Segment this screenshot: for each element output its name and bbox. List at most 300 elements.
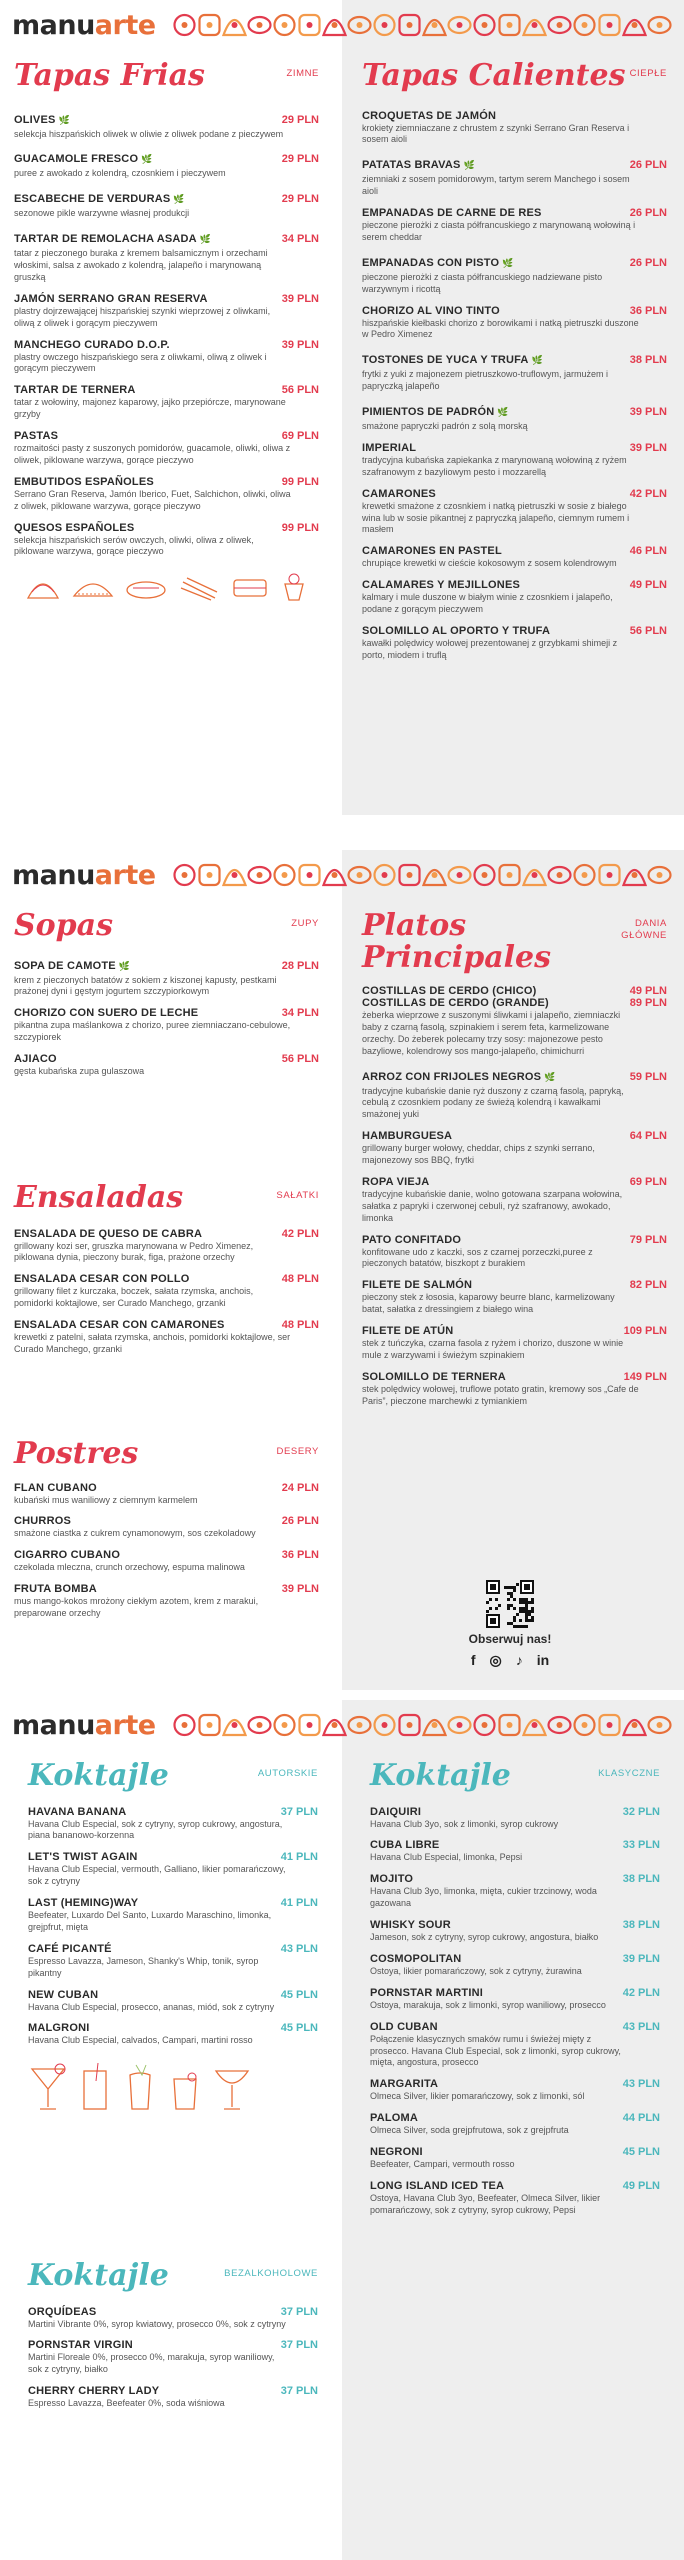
pattern-dot <box>507 22 513 28</box>
pattern-dot <box>282 872 288 878</box>
menu-item <box>28 2385 318 2410</box>
item-price: 36 PLN <box>281 1549 319 1562</box>
item-name: WHISKY SOUR <box>370 1919 451 1931</box>
menu-item <box>28 1989 318 2014</box>
item-description: smażone papryczki padrón z solą morską <box>362 421 528 431</box>
item-description: Beefeater, Luxardo Del Santo, Luxardo Maraschino, limonka, grejpfrut, mięta <box>28 1910 272 1932</box>
section-tag: ZIMNE <box>286 68 319 79</box>
item-description: smażone ciastka z cukrem cynamonowym, sos czekoladowy <box>14 1528 256 1539</box>
cocktail-illustrations <box>28 2061 318 2113</box>
pattern-dot <box>507 872 513 878</box>
item-name: GUACAMOLE FRESCO <box>14 153 139 166</box>
menu-item <box>370 1839 660 1864</box>
section-title: Ensaladas <box>14 1180 184 1215</box>
decorative-pattern-band <box>172 861 672 889</box>
item-description: tradycyjne kubańskie danie, wolno gotowana szarpana wołowina, sałatka z papryki i czerwonej cebuli, ryż szafranowy, awokado, limonka <box>362 1188 623 1223</box>
item-description: konfitowane udo z kaczki, sos z czarnej porzeczki,puree z pieczonych batatów, biszkopt z burakiem <box>362 1246 593 1269</box>
pattern-dot <box>357 872 363 878</box>
menu-item <box>14 1007 319 1044</box>
menu-item <box>370 1987 660 2012</box>
menu-item <box>370 2021 660 2070</box>
item-list <box>14 110 319 559</box>
section-title: Koktajle <box>28 2258 169 2293</box>
item-price: 28 PLN <box>281 959 319 972</box>
item-price: 42 PLN <box>281 1227 319 1240</box>
item-description: Ostoya, likier pomarańczowy, sok z cytryny, żurawina <box>370 1965 582 1976</box>
qr-code[interactable] <box>486 1580 534 1628</box>
item-price: 32 PLN <box>622 1805 660 1818</box>
item-price: 37 PLN <box>280 2385 318 2398</box>
item-price: 45 PLN <box>622 2146 660 2158</box>
item-name: ROPA VIEJA <box>362 1175 430 1188</box>
pattern-dot <box>332 1722 338 1728</box>
pattern-dot <box>607 872 613 878</box>
item-list <box>14 956 319 1078</box>
item-price: 69 PLN <box>629 1175 667 1188</box>
item-name: SOLOMILLO DE TERNERA <box>362 1370 506 1383</box>
linkedin-icon[interactable]: in <box>536 1652 550 1668</box>
section-tag: ZUPY <box>291 918 319 929</box>
highball-glass-icon <box>78 2061 112 2113</box>
fries-icon <box>177 572 221 602</box>
item-list <box>14 1228 319 1356</box>
section-tapas-calientes <box>362 60 667 671</box>
item-name: NEGRONI <box>370 2146 423 2158</box>
menu-item <box>14 1549 319 1574</box>
menu-page-tapas <box>0 0 684 815</box>
item-price: 24 PLN <box>281 1481 319 1494</box>
item-price: 37 PLN <box>280 2339 318 2352</box>
item-description: krewetki smażone z czosnkiem i natką pietruszki w sosie z białego wina lub w sosie pikantnej z papryczką jalapeño, ciemnym rumem i masłem <box>362 500 630 535</box>
item-price: 48 PLN <box>281 1273 319 1286</box>
decorative-pattern-band <box>172 1711 672 1739</box>
pattern-dot <box>557 1722 563 1728</box>
item-name: ARROZ CON FRIJOLES NEGROS <box>362 1070 542 1083</box>
item-name: PALOMA <box>370 2112 419 2125</box>
menu-item <box>370 1953 660 1978</box>
item-name: OLD CUBAN <box>370 2020 438 2033</box>
pattern-dot <box>407 1722 413 1728</box>
brand-logo: manuarte <box>12 1710 156 1741</box>
item-description: chrupiące krewetki w cieście kokosowym z sosem kolendrowym <box>362 558 617 569</box>
menu-item <box>362 305 667 342</box>
page-header <box>0 858 684 892</box>
section-koktajle-bezalkoholowe <box>28 2260 318 2419</box>
item-name: LET'S TWIST AGAIN <box>28 1851 138 1864</box>
menu-item <box>362 1176 667 1225</box>
item-name: SOPA DE CAMOTE <box>14 959 116 972</box>
menu-item <box>28 1943 318 1980</box>
menu-item <box>362 985 667 1058</box>
item-name: CHERRY CHERRY LADY <box>28 2385 160 2398</box>
item-description: gęsta kubańska zupa gulaszowa <box>14 1066 145 1076</box>
pattern-dot <box>382 1722 388 1728</box>
pattern-dot <box>232 1722 238 1728</box>
item-price: 56 PLN <box>281 1053 319 1065</box>
menu-item <box>362 350 667 393</box>
vegetarian-leaf-icon: 🌿 <box>497 407 509 417</box>
item-price: 26 PLN <box>281 1515 319 1528</box>
item-name: EMBUTIDOS ESPAÑOLES <box>14 475 154 488</box>
item-list <box>362 985 667 1408</box>
item-name: LAST (HEMING)WAY <box>28 1897 139 1909</box>
menu-item <box>14 339 319 376</box>
section-tag: DESERY <box>276 1446 319 1457</box>
section-koktajle-autorskie <box>28 1760 318 2113</box>
item-description: czekolada mleczna, crunch orzechowy, espuma malinowa <box>14 1562 245 1573</box>
item-name: JAMÓN SERRANO GRAN RESERVA <box>14 292 208 305</box>
menu-item <box>370 2146 660 2171</box>
menu-item <box>14 1228 319 1265</box>
item-description: Havana Club 3yo, limonka, mięta, cukier trzcinowy, woda gazowana <box>370 1886 597 1909</box>
item-price: 41 PLN <box>280 1897 318 1909</box>
item-description: Havana Club Especial, limonka, Pepsi <box>370 1852 523 1863</box>
item-description: plastry dojrzewającej hiszpańskiej szynki wieprzowej z oliwkami, oliwą z oliwek i gorącym pieczywem <box>14 305 271 328</box>
tiktok-icon[interactable]: ♪ <box>515 1652 523 1668</box>
menu-item <box>28 2306 318 2331</box>
pattern-dot <box>282 1722 288 1728</box>
pattern-dot <box>657 872 663 878</box>
item-price: 109 PLN <box>623 1325 667 1337</box>
item-description: Połączenie klasycznych smaków rumu i świeżej mięty z prosecco. Havana Club Especial, sok z limonki, syrop cukrowy, mięta, angostura, prosecco <box>370 2033 621 2068</box>
item-description: puree z awokado z kolendrą, czosnkiem i pieczywem <box>14 168 226 179</box>
vegetarian-leaf-icon: 🌿 <box>531 355 543 366</box>
menu-item <box>14 384 319 421</box>
item-name: COSTILLAS DE CERDO (GRANDE) <box>362 997 549 1009</box>
pattern-dot <box>432 872 438 878</box>
item-name: ORQUÍDEAS <box>28 2305 97 2318</box>
menu-item <box>28 2339 318 2376</box>
pattern-dot <box>457 1722 463 1728</box>
pattern-dot <box>557 22 563 28</box>
pattern-dot <box>257 872 263 878</box>
pattern-dot <box>332 872 338 878</box>
item-description: pieczone pierożki z ciasta półfrancuskiego z marynowaną wołowiną i serem cheddar <box>362 220 636 242</box>
pattern-dot <box>657 22 663 28</box>
menu-item <box>362 1234 667 1271</box>
item-description: kalmary i mule duszone w białym winie z czosnkiem i jalapeño, podane z gorącym pieczywem <box>362 592 613 614</box>
section-tag: DANIA GŁÓWNE <box>621 918 667 942</box>
pattern-dot <box>207 1722 213 1728</box>
item-price: 38 PLN <box>622 1919 660 1931</box>
social-icons <box>440 1652 580 1669</box>
food-illustrations <box>14 572 319 602</box>
item-name: ENSALADA DE QUESO DE CABRA <box>14 1227 203 1240</box>
item-price: 49 PLN <box>622 2179 660 2192</box>
item-description: grillowany kozi ser, gruszka marynowana w Pedro Ximenez, piklowana dynia, pieczony burak, figa, prażone orzechy <box>14 1240 254 1263</box>
item-price: 37 PLN <box>280 2305 318 2318</box>
page-header <box>0 8 684 42</box>
section-title-line-1: Platos <box>362 908 467 943</box>
item-price: 99 PLN <box>281 521 319 534</box>
item-list <box>370 1806 660 2217</box>
margarita-glass-icon <box>28 2061 68 2113</box>
menu-item <box>362 155 667 198</box>
item-name: PATO CONFITADO <box>362 1233 462 1246</box>
item-description: krokiety ziemniaczane z chrustem z szynki Serrano Gran Reserva i sosem aioli <box>362 122 630 145</box>
item-name: FLAN CUBANO <box>14 1481 97 1494</box>
pattern-dot <box>632 1722 638 1728</box>
item-description: Espresso Lavazza, Jameson, Shanky's Whip, tonik, syrop pikantny <box>28 1955 259 1978</box>
menu-item <box>362 207 667 244</box>
brand-logo: manuarte <box>12 10 156 41</box>
item-name: CAMARONES <box>362 487 436 500</box>
item-price: 49 PLN <box>629 579 667 592</box>
item-description: stek polędwicy wołowej, truflowe potato gratin, kremowy sos „Cafe de Paris”, pieczone marchewki z tymiankiem <box>362 1383 639 1406</box>
pattern-dot <box>632 22 638 28</box>
item-name: FILETE DE SALMÓN <box>362 1279 473 1292</box>
section-tag: BEZALKOHOLOWE <box>224 2268 318 2279</box>
menu-item <box>14 430 319 467</box>
section-title: Tapas Frias <box>14 58 205 93</box>
item-description: sezonowe pikle warzywne własnej produkcji <box>14 208 190 219</box>
pattern-dot <box>357 22 363 28</box>
social-block <box>440 1580 580 1669</box>
item-description: selekcja hiszpańskich serów owczych, oliwki, oliwa z oliwek, piklowane warzywa, gorące pieczywo <box>14 534 254 557</box>
section-sopas <box>14 910 319 1087</box>
item-description: pieczone pierożki z ciasta półfrancuskiego nadziewane pisto warzywnym i ricottą <box>362 271 603 294</box>
item-description: ziemniaki z sosem pomidorowym, tartym serem Manchego i sosem aioli <box>362 174 630 197</box>
section-tag: CIEPŁE <box>629 68 667 79</box>
item-price: 44 PLN <box>622 2112 660 2125</box>
pattern-dot <box>207 872 213 878</box>
item-description: tatar z wołowiny, majonez kaparowy, jajko przepiórcze, marynowane grzyby <box>14 397 286 420</box>
item-name: COSTILLAS DE CERDO (CHICO) <box>362 985 537 997</box>
item-name: IMPERIAL <box>362 441 417 454</box>
item-price: 48 PLN <box>281 1319 319 1331</box>
item-price: 39 PLN <box>281 338 319 351</box>
pattern-dot <box>357 1722 363 1728</box>
pattern-dot <box>407 22 413 28</box>
pattern-dot <box>482 1722 488 1728</box>
item-name: COSMOPOLITAN <box>370 1952 462 1965</box>
item-name: SOLOMILLO AL OPORTO Y TRUFA <box>362 624 551 637</box>
menu-page-cocktails <box>0 1700 684 2560</box>
item-price: 26 PLN <box>629 159 667 172</box>
item-name: OLIVES <box>14 113 56 126</box>
pattern-dot <box>457 22 463 28</box>
item-name: MALGRONI <box>28 2022 90 2035</box>
menu-item <box>370 1873 660 1910</box>
item-price: 43 PLN <box>280 1942 318 1955</box>
page-header <box>0 1708 684 1742</box>
pattern-dot <box>482 872 488 878</box>
item-name: TARTAR DE TERNERA <box>14 384 136 397</box>
menu-item <box>14 522 319 559</box>
menu-item <box>14 1482 319 1507</box>
item-description: Espresso Lavazza, Beefeater 0%, soda wiśniowa <box>28 2398 225 2409</box>
menu-item <box>362 1067 667 1122</box>
item-description: Ostoya, marakuja, sok z limonki, syrop waniliowy, prosecco <box>370 1999 606 2010</box>
item-price: 64 PLN <box>629 1130 667 1143</box>
item-name: NEW CUBAN <box>28 1988 99 2001</box>
item-name: CHURROS <box>14 1515 72 1528</box>
item-list <box>14 1482 319 1620</box>
pattern-dot <box>432 1722 438 1728</box>
item-name: CAMARONES EN PASTEL <box>362 545 502 558</box>
item-description: Martini Floreale 0%, prosecco 0%, marakuja, syrop waniliowy, sok z cytryny, białko <box>28 2352 275 2375</box>
item-price: 34 PLN <box>281 1007 319 1020</box>
item-price: 56 PLN <box>629 624 667 637</box>
item-description: frytki z yuki z majonezem pietruszkowo-truflowym, jarmużem i papryczką jalapeño <box>362 369 609 392</box>
item-price: 45 PLN <box>280 1988 318 2001</box>
item-description: Martini Vibrante 0%, syrop kwiatowy, prosecco 0%, sok z cytryny <box>28 2318 286 2329</box>
coupe-glass-icon <box>212 2061 252 2113</box>
item-price: 26 PLN <box>629 207 667 219</box>
item-price: 34 PLN <box>281 233 319 246</box>
item-price: 56 PLN <box>281 384 319 397</box>
vegetarian-leaf-icon: 🌿 <box>173 194 185 205</box>
item-price: 42 PLN <box>622 1986 660 1999</box>
item-list <box>362 110 667 662</box>
menu-item <box>362 1325 667 1362</box>
item-name: QUESOS ESPAÑOLES <box>14 521 135 534</box>
menu-item <box>362 110 667 147</box>
item-description: Havana Club Especial, sok z cytryny, syrop cukrowy, angostura, piana bananowo-korzenna <box>28 1818 283 1841</box>
item-price: 39 PLN <box>629 441 667 454</box>
pattern-dot <box>582 22 588 28</box>
menu-item <box>14 293 319 330</box>
menu-item <box>28 1851 318 1888</box>
pattern-dot <box>257 22 263 28</box>
item-description: grillowany burger wołowy, cheddar, chips z szynki serrano, majonezowy sos BBQ, frytki <box>362 1143 595 1165</box>
section-platos-principales <box>362 910 667 1417</box>
item-description: tatar z pieczonego buraka z kremem balsamicznym i orzechami włoskimi, salsa z awokado z kolendrą, jalapeño i marynowaną gruszką <box>14 248 268 282</box>
item-price: 29 PLN <box>281 193 319 206</box>
menu-item <box>28 1806 318 1843</box>
menu-item <box>14 476 319 513</box>
menu-item <box>362 442 667 479</box>
item-name: CAFÉ PICANTÉ <box>28 1942 112 1955</box>
item-name: AJIACO <box>14 1053 57 1065</box>
item-name: PIMIENTOS DE PADRÓN <box>362 406 495 418</box>
item-description: tradycyjne kubańskie danie ryż duszony z czarną fasolą, papryką, cebulą z czosnkiem podany ze świeżą kolendrą i kawałkami smażonej yuki <box>362 1085 624 1120</box>
vegetarian-leaf-icon: 🌿 <box>199 234 212 245</box>
menu-item <box>14 149 319 180</box>
item-name: CHORIZO AL VINO TINTO <box>362 304 500 317</box>
item-description: Olmeca Silver, likier pomarańczowy, sok z limonki, sól <box>370 2091 585 2102</box>
section-title: Sopas <box>14 908 113 943</box>
item-name: EMPANADAS DE CARNE DE RES <box>362 207 542 219</box>
menu-item <box>370 2078 660 2103</box>
item-price: 46 PLN <box>629 545 667 558</box>
section-title: Postres <box>14 1436 139 1471</box>
menu-item <box>14 189 319 220</box>
item-name: MARGARITA <box>370 2078 439 2091</box>
item-price: 29 PLN <box>281 113 319 126</box>
item-price: 39 PLN <box>629 406 667 418</box>
item-name: ENSALADA CESAR CON CAMARONES <box>14 1319 225 1331</box>
item-name: MOJITO <box>370 1873 414 1886</box>
item-description: krem z pieczonych batatów z sokiem z kiszonej kapusty, pestkami prażonej dyni i gęstym jogurtem szczypiorkowym <box>14 974 277 997</box>
pattern-dot <box>532 1722 538 1728</box>
section-koktajle-klasyczne <box>370 1760 660 2226</box>
item-description: Havana Club Especial, prosecco, ananas, miód, sok z cytryny <box>28 2001 275 2012</box>
item-price: 149 PLN <box>623 1370 667 1383</box>
pattern-dot <box>632 872 638 878</box>
item-description: Havana Club Especial, vermouth, Galliano, likier pomarańczowy, sok z cytryny <box>28 1864 286 1887</box>
section-tag: KLASYCZNE <box>598 1768 660 1779</box>
item-name: ENSALADA CESAR CON POLLO <box>14 1273 190 1286</box>
menu-item <box>370 1919 660 1944</box>
item-description: kawałki polędwicy wołowej prezentowanej z grzybkami shimeji z porto, miodem i truflą <box>362 637 618 660</box>
dessert-icon <box>279 572 309 602</box>
facebook-icon[interactable]: f <box>470 1652 476 1668</box>
menu-item <box>14 229 319 284</box>
section-tapas-frias <box>14 60 319 602</box>
pattern-dot <box>182 22 188 28</box>
item-name: CIGARRO CUBANO <box>14 1549 121 1562</box>
menu-item <box>14 110 319 141</box>
item-description: Olmeca Silver, soda grejpfrutowa, sok z grejpfruta <box>370 2125 569 2136</box>
item-name: PORNSTAR VIRGIN <box>28 2339 133 2352</box>
item-description: stek z tuńczyka, czarna fasola z ryżem i chorizo, duszone w winie mule z warzywami i świeżym szpinakiem <box>362 1338 624 1360</box>
menu-item <box>362 1130 667 1167</box>
vegetarian-leaf-icon: 🌿 <box>544 1071 556 1082</box>
pattern-dot <box>432 22 438 28</box>
pattern-dot <box>382 872 388 878</box>
menu-item <box>362 488 667 537</box>
pattern-dot <box>657 1722 663 1728</box>
section-tag: SAŁATKI <box>276 1190 319 1201</box>
vegetarian-leaf-icon: 🌿 <box>58 114 70 125</box>
tumbler-glass-icon <box>168 2061 202 2113</box>
item-name: PORNSTAR MARTINI <box>370 1986 483 1999</box>
item-name: CHORIZO CON SUERO DE LECHE <box>14 1007 199 1020</box>
sandwich-icon <box>230 572 270 602</box>
item-description: Havana Club Especial, calvados, Campari, martini rosso <box>28 2035 253 2046</box>
item-description: hiszpańskie kiełbaski chorizo z borowikami i natką pietruszki duszone w Pedro Ximenez <box>362 317 639 340</box>
menu-item <box>14 1319 319 1356</box>
tiki-glass-icon <box>122 2061 158 2113</box>
item-price: 26 PLN <box>629 256 667 269</box>
item-price: 36 PLN <box>629 304 667 317</box>
pattern-dot <box>532 22 538 28</box>
item-description: Havana Club 3yo, sok z limonki, syrop cukrowy <box>370 1818 559 1829</box>
item-description: Beefeater, Campari, vermouth rosso <box>370 2159 515 2169</box>
instagram-icon[interactable]: ◎ <box>489 1652 502 1668</box>
section-title: Koktajle <box>28 1758 169 1793</box>
pattern-dot <box>582 872 588 878</box>
pattern-dot <box>482 22 488 28</box>
item-price: 49 PLN <box>629 985 667 997</box>
item-list <box>28 1806 318 2048</box>
pattern-dot <box>582 1722 588 1728</box>
item-description: Jameson, sok z cytryny, syrop cukrowy, angostura, białko <box>370 1932 599 1942</box>
vegetarian-leaf-icon: 🌿 <box>502 257 514 268</box>
pattern-dot <box>307 1722 313 1728</box>
menu-item <box>14 1273 319 1310</box>
section-title: Tapas Calientes <box>362 58 626 93</box>
pattern-dot <box>232 22 238 28</box>
pattern-dot <box>382 22 388 28</box>
item-name: HAVANA BANANA <box>28 1805 127 1818</box>
item-name: DAIQUIRI <box>370 1805 422 1818</box>
item-price: 43 PLN <box>622 2078 660 2091</box>
item-name: TARTAR DE REMOLACHA ASADA <box>14 233 197 246</box>
pattern-dot <box>307 872 313 878</box>
section-postres <box>14 1438 319 1629</box>
item-price: 41 PLN <box>280 1851 318 1864</box>
item-name: EMPANADAS CON PISTO <box>362 256 500 269</box>
item-price: 45 PLN <box>280 2022 318 2035</box>
brand-logo: manuarte <box>12 860 156 891</box>
menu-item <box>370 2112 660 2137</box>
item-name: PASTAS <box>14 430 59 442</box>
qr-label: Obserwuj nas! <box>468 1632 552 1646</box>
pattern-dot <box>532 872 538 878</box>
item-description: żeberka wieprzowe z suszonymi śliwkami i jalapeño, ziemniaczki baby z czarną fasolą, szpinakiem i serem feta, karmelizowane orzechy. Do żeberek polecamy trzy sosy: majonezowe pesto bazyliowe, kolendrowy sos mango-jalapeño, chimichurri <box>362 1010 621 1056</box>
